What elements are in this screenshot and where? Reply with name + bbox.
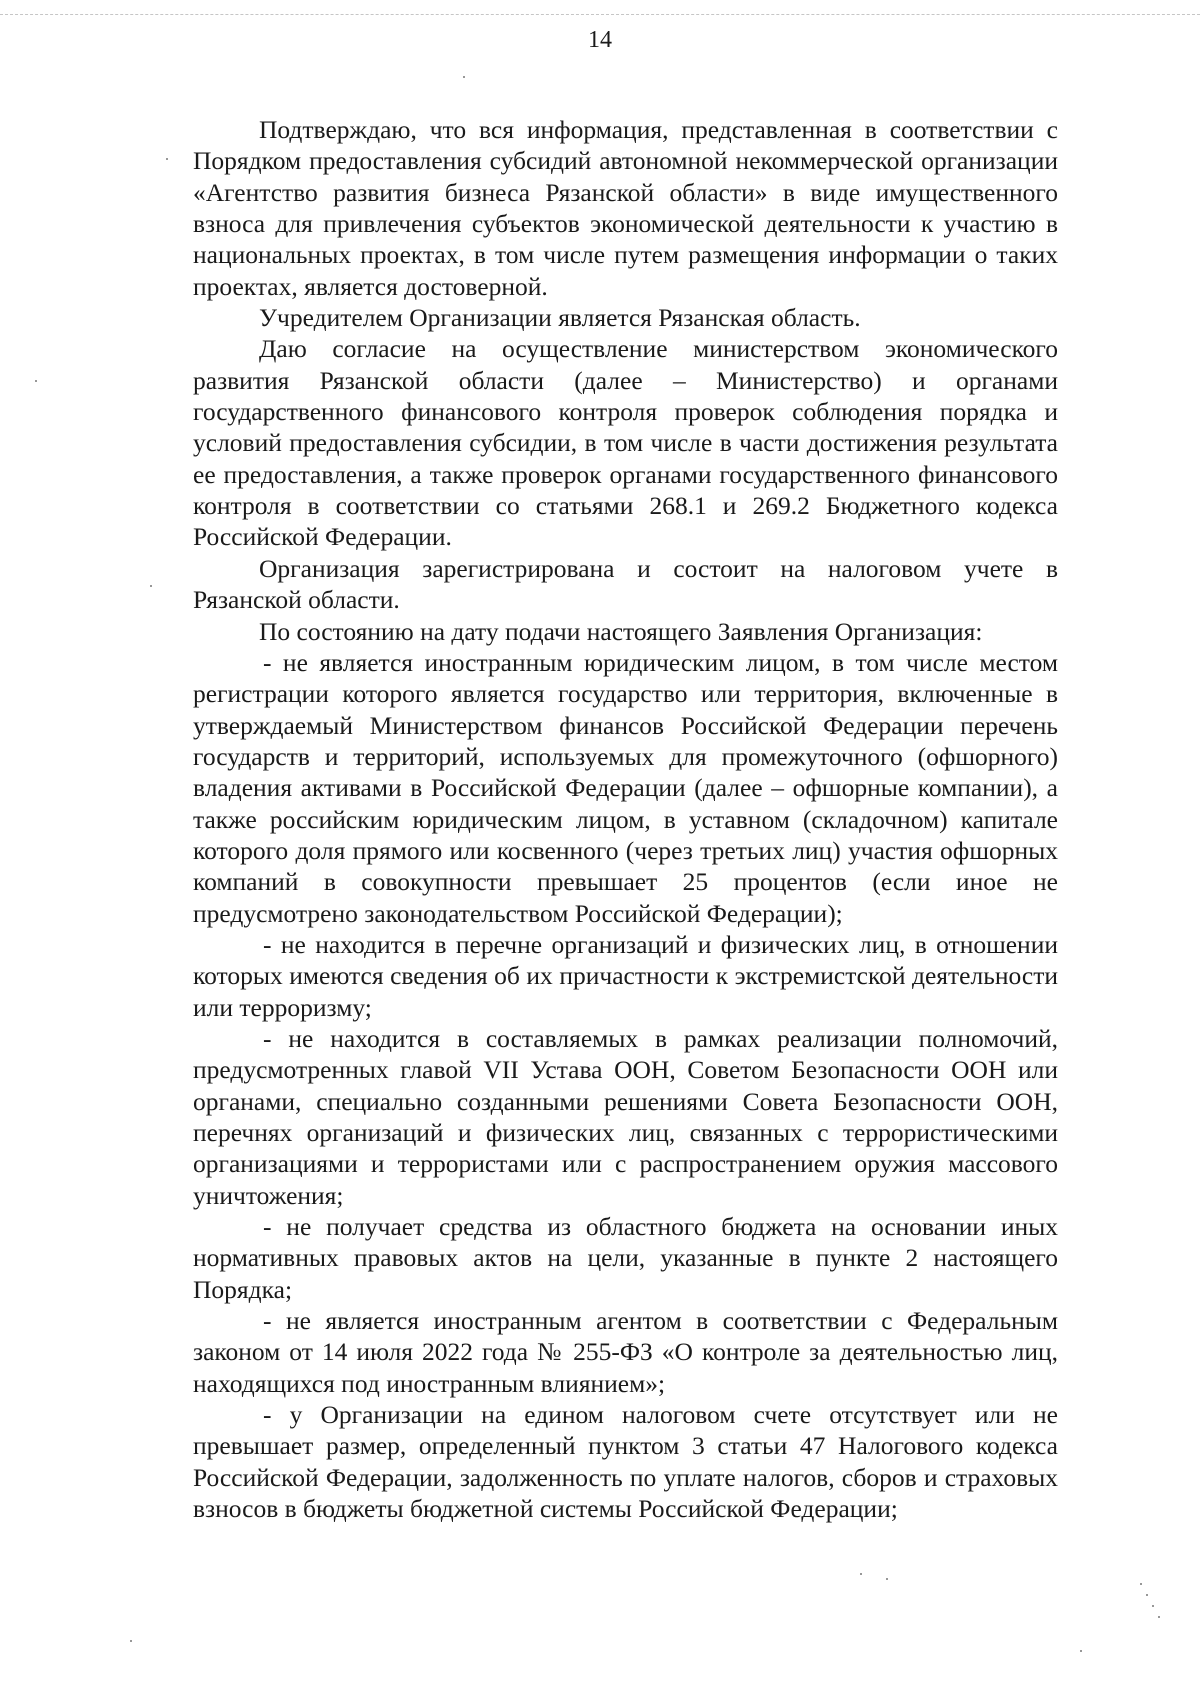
- list-item-un-lists: - не находится в составляемых в рамках реализации полномочий, предусмотренных главой VII Устава ООН, Советом Безопасности ООН или органами, специально созданными решениями Совета Безопасности ООН, перечнях организаций и физических лиц, связанных с террористическими организациями и террористами или с распространением оружия массового уничтожения;: [193, 1023, 1058, 1210]
- page-number: 14: [588, 27, 612, 53]
- document-body: [193, 114, 1058, 1524]
- scan-speck: [150, 585, 152, 587]
- paragraph-registration: Организация зарегистрирована и состоит на налоговом учете в Рязанской области.: [193, 553, 1058, 615]
- scan-top-edge: [0, 14, 1200, 15]
- scan-speck: [1158, 1616, 1160, 1618]
- scan-speck: [860, 1573, 862, 1575]
- scan-speck: [1146, 1594, 1148, 1596]
- paragraph-consent: Даю согласие на осуществление министерством экономического развития Рязанской области (далее – Министерство) и органами государственного финансового контроля проверок соблюдения порядка и условий предоставления субсидии, в том числе в части достижения результата ее предоставления, а также проверок органами государственного финансового контроля в соответствии со статьями 268.1 и 269.2 Бюджетного кодекса Российской Федерации.: [193, 334, 1058, 552]
- scan-speck: [886, 1578, 888, 1580]
- scan-speck: [1080, 1650, 1082, 1652]
- list-item-offshore: - не является иностранным юридическим лицом, в том числе местом регистрации которого является государство или территория, включенные в утверждаемый Министерством финансов Российской Федерации перечень государств и территорий, используемых для промежуточного (офшорного) владения активами в Российской Федерации (далее – офшорные компании), а также российским юридическим лицом, в уставном (складочном) капитале которого доля прямого или косвенного (через третьих лиц) участия офшорных компаний в совокупности превышает 25 процентов (если иное не предусмотрено законодательством Российской Федерации);: [193, 647, 1058, 928]
- paragraph-status-intro: По состоянию на дату подачи настоящего Заявления Организация:: [259, 616, 983, 646]
- scan-speck: [1140, 1583, 1142, 1585]
- list-item-foreign-agent: - не является иностранным агентом в соответствии с Федеральным законом от 14 июля 2022 года № 255-ФЗ «О контроле за деятельностью лиц, находящихся под иностранным влиянием»;: [193, 1306, 1058, 1398]
- scan-speck: [1152, 1605, 1154, 1607]
- scan-speck: [130, 1640, 132, 1642]
- paragraph-founder: Учредителем Организации является Рязанская область.: [259, 303, 861, 333]
- paragraph-confirmation: Подтверждаю, что вся информация, представленная в соответствии с Порядком предоставления субсидий автономной некоммерческой организации «Агентство развития бизнеса Рязанской области» в виде имущественного взноса для привлечения субъектов экономической деятельности к участию в национальных проектах, в том числе путем размещения информации о таких проектах, является достоверной.: [193, 115, 1058, 301]
- scan-speck: [166, 158, 168, 160]
- scan-speck: [35, 380, 37, 382]
- scan-speck: [463, 76, 465, 78]
- list-item-budget-funds: - не получает средства из областного бюджета на основании иных нормативных правовых актов на цели, указанные в пункте 2 настоящего Порядка;: [193, 1212, 1058, 1304]
- list-item-tax-debt: - у Организации на едином налоговом счете отсутствует или не превышает размер, определенный пунктом 3 статьи 47 Налогового кодекса Российской Федерации, задолженность по уплате налогов, сборов и страховых взносов в бюджеты бюджетной системы Российской Федерации;: [193, 1400, 1058, 1524]
- list-item-extremism: - не находится в перечне организаций и физических лиц, в отношении которых имеются сведения об их причастности к экстремистской деятельности или терроризму;: [193, 929, 1058, 1022]
